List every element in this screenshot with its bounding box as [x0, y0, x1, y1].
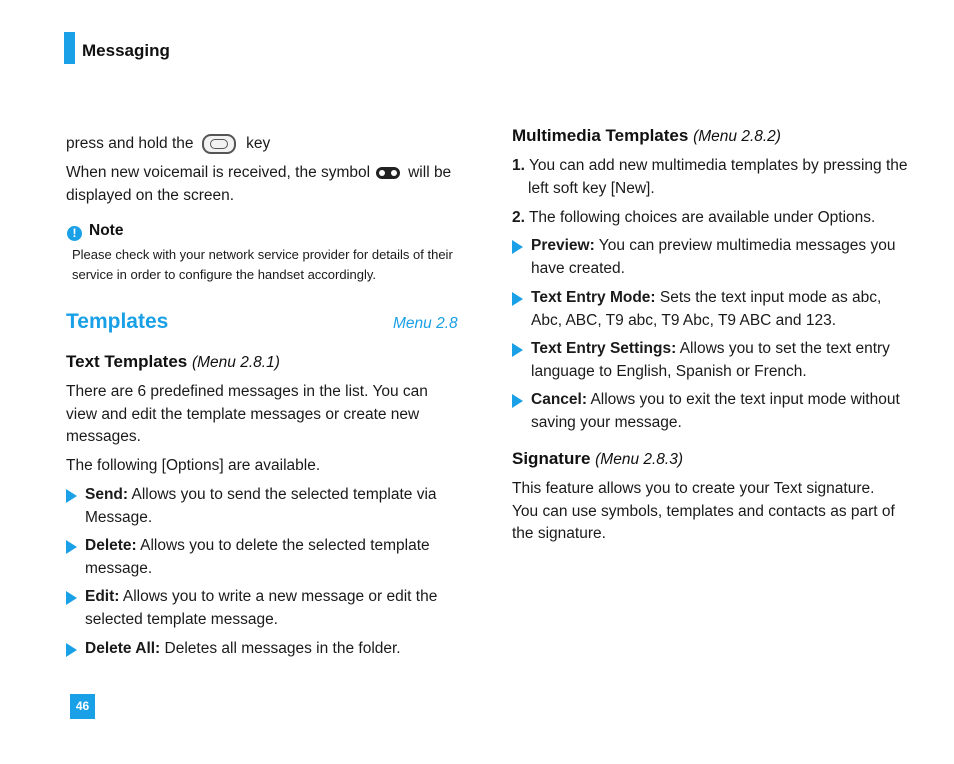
- step-2: [512, 207, 920, 230]
- step-number: 1.: [512, 157, 525, 174]
- option-label: Delete All:: [85, 640, 161, 657]
- section-title: Messaging: [82, 41, 170, 60]
- multimedia-templates-menu-ref: (Menu 2.8.2): [693, 128, 781, 145]
- bullet-arrow-icon: [66, 643, 77, 657]
- option-text: Deletes all messages in the folder.: [160, 640, 401, 657]
- step-number: 2.: [512, 209, 525, 226]
- voicemail-post-text: will be displayed on the screen.: [66, 164, 452, 204]
- choice-text: Allows you to exit the text input mode without saving your message.: [531, 391, 900, 431]
- option-delete-all: [66, 638, 458, 661]
- option-label: Delete:: [85, 537, 137, 554]
- templates-menu-ref: Menu 2.8: [393, 315, 458, 332]
- option-label: Edit:: [85, 588, 120, 605]
- choice-text-entry-settings: [512, 338, 904, 383]
- signature-title: Signature: [512, 449, 591, 468]
- note-alert-icon: !: [67, 226, 82, 241]
- note-text: Please check with your network service provider for details of their service in order to configure the handset accordingly.: [72, 247, 453, 282]
- bullet-arrow-icon: [512, 292, 523, 306]
- intro-line: [66, 133, 466, 156]
- choice-preview: [512, 235, 904, 280]
- note-label: Note: [89, 222, 124, 239]
- voicemail-pre-text: When new voicemail is received, the symbol: [66, 164, 371, 181]
- text-templates-paragraph-1: There are 6 predefined messages in the list. You can view and edit the template messages or create new messages.: [66, 383, 428, 445]
- multimedia-templates-title: Multimedia Templates: [512, 126, 689, 145]
- page-number: 46: [70, 694, 95, 719]
- choice-text: Allows you to set the text entry language to English, Spanish or French.: [531, 340, 890, 380]
- choice-text: You can preview multimedia messages you have created.: [531, 237, 896, 277]
- choice-text-entry-mode: [512, 287, 904, 332]
- option-text: Allows you to send the selected template via Message.: [85, 486, 437, 526]
- text-templates-paragraph-2: The following [Options] are available.: [66, 457, 321, 474]
- intro-pre-text: press and hold the: [66, 135, 194, 152]
- option-edit: [66, 586, 458, 631]
- step-1: [512, 155, 920, 200]
- bullet-arrow-icon: [512, 343, 523, 357]
- option-text: Allows you to write a new message or edit the selected template message.: [85, 588, 438, 628]
- choice-label: Cancel:: [531, 391, 587, 408]
- option-send: [66, 484, 458, 529]
- voicemail-paragraph: [66, 162, 466, 207]
- option-delete: [66, 535, 458, 580]
- note-heading: [67, 222, 123, 241]
- bullet-arrow-icon: [512, 394, 523, 408]
- text-templates-menu-ref: (Menu 2.8.1): [191, 354, 280, 371]
- signature-heading: [512, 449, 683, 469]
- choice-label: Preview:: [531, 237, 595, 254]
- bullet-arrow-icon: [66, 540, 77, 554]
- choice-label: Text Entry Mode:: [531, 289, 656, 306]
- signature-paragraph: This feature allows you to create your Text signature. You can use symbols, templates and contacts as part of the signature.: [512, 480, 895, 542]
- voicemail-icon: [376, 167, 400, 179]
- key-1-icon: [202, 134, 236, 154]
- section-marker: [64, 32, 75, 64]
- step-text: You can add new multimedia templates by pressing the left soft key [New].: [524, 157, 908, 197]
- choice-cancel: [512, 389, 904, 434]
- text-templates-heading: [66, 352, 280, 372]
- step-text: The following choices are available under Options.: [524, 209, 876, 226]
- text-templates-title: Text Templates: [66, 352, 188, 371]
- signature-menu-ref: (Menu 2.8.3): [595, 451, 684, 468]
- bullet-arrow-icon: [512, 240, 523, 254]
- choice-text: Sets the text input mode as abc, Abc, ABC, T9 abc, T9 Abc, T9 ABC and 123.: [531, 289, 882, 329]
- bullet-arrow-icon: [66, 489, 77, 503]
- option-text: Allows you to delete the selected template message.: [85, 537, 430, 577]
- bullet-arrow-icon: [66, 591, 77, 605]
- option-label: Send:: [85, 486, 129, 503]
- templates-heading: Templates: [66, 310, 169, 333]
- choice-label: Text Entry Settings:: [531, 340, 677, 357]
- multimedia-templates-heading: [512, 126, 781, 146]
- intro-post-text: key: [246, 135, 271, 152]
